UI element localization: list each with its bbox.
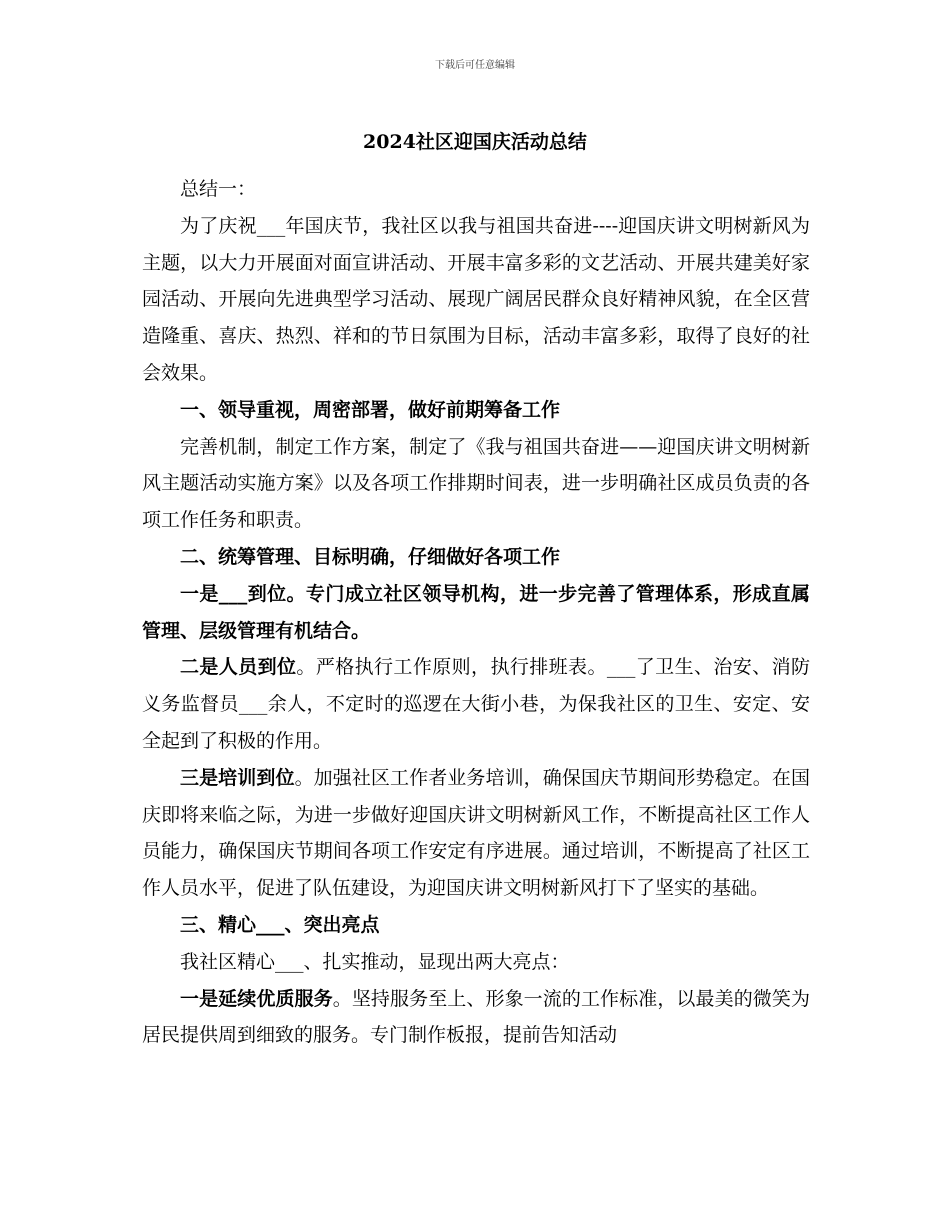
paragraph <box>142 944 810 981</box>
section-heading <box>142 539 810 576</box>
paragraph-lead: 一是延续优质服务 <box>180 987 333 1010</box>
header-note: 下载后可任意编辑 <box>435 60 515 71</box>
paragraph <box>142 208 810 392</box>
paragraph-lead: 一是___到位。专门成立社区领导机构，进一步完善了管理体系，形成直属管理、层级管理有机结合。 <box>142 582 810 642</box>
paragraph <box>142 576 810 650</box>
paragraph <box>142 649 810 759</box>
paragraph-lead: 二是人员到位 <box>180 656 297 679</box>
paragraph-text: 为了庆祝___年国庆节，我社区以我与祖国共奋进----迎国庆讲文明树新风为主题，以大力开展面对面宣讲活动、开展丰富多彩的文艺活动、开展共建美好家园活动、开展向先进典型学习活动、展现广阔居民群众良好精神风貌，在全区营造隆重、喜庆、热烈、祥和的节日氛围为目标，活动丰富多彩，取得了良好的社会效果。 <box>142 214 810 384</box>
paragraph-text: 完善机制，制定工作方案，制定了《我与祖国共奋进——迎国庆讲文明树新风主题活动实施方案》以及各项工作排期时间表，进一步明确社区成员负责的各项工作任务和职责。 <box>142 435 810 532</box>
paragraph-text: 。加强社区工作者业务培训，确保国庆节期间形势稳定。在国庆即将来临之际，为进一步做好迎国庆讲文明树新风工作，不断提高社区工作人员能力，确保国庆节期间各项工作安定有序进展。通过培训，不断提高了社区工作人员水平，促进了队伍建设，为迎国庆讲文明树新风打下了坚实的基础。 <box>142 766 810 900</box>
paragraph <box>142 981 810 1055</box>
paragraph <box>142 429 810 539</box>
paragraph-text: 我社区精心___、扎实推动，显现出两大亮点： <box>180 950 570 973</box>
section-heading <box>142 392 810 429</box>
paragraph-text: 。坚持服务至上、形象一流的工作标准，以最美的微笑为居民提供周到细致的服务。专门制作板报，提前告知活动 <box>142 987 810 1047</box>
paragraph-lead: 二、统筹管理、目标明确，仔细做好各项工作 <box>180 545 561 568</box>
paragraph <box>142 760 810 907</box>
section-heading <box>142 907 810 944</box>
paragraph-lead: 三是培训到位 <box>180 766 295 789</box>
document-body <box>142 171 810 1054</box>
paragraph <box>142 171 810 208</box>
paragraph-lead: 一、领导重视，周密部署，做好前期筹备工作 <box>180 398 561 421</box>
paragraph-text: 总结一： <box>180 178 257 200</box>
paragraph-lead: 三、精心___、突出亮点 <box>180 913 380 936</box>
paragraph-text: 。严格执行工作原则，执行排班表。___了卫生、治安、消防义务监督员___余人，不定时的巡逻在大街小巷，为保我社区的卫生、安定、安全起到了积极的作用。 <box>142 656 810 752</box>
document-title: 2024社区迎国庆活动总结 <box>363 131 587 153</box>
